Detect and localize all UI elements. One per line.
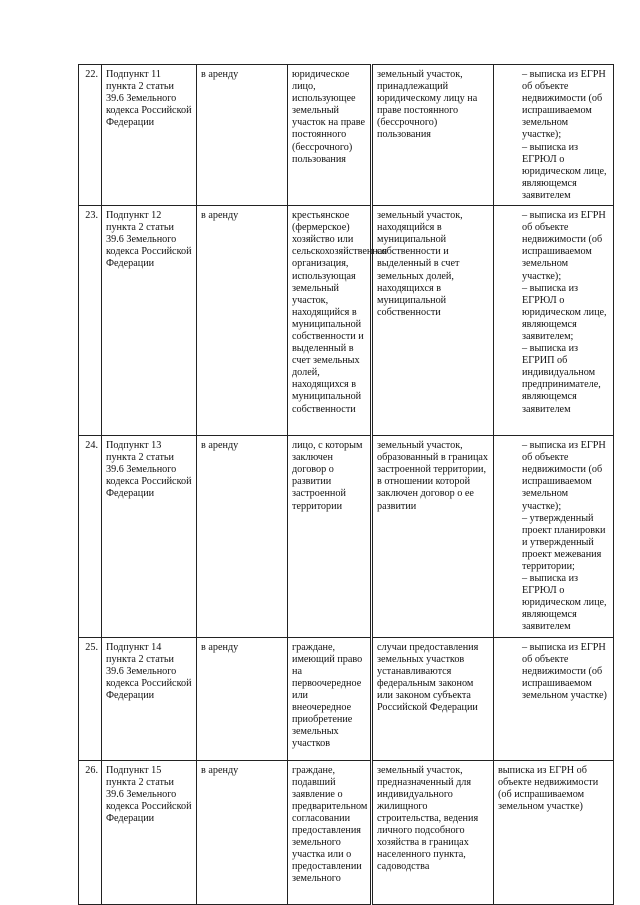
- applicant-cell: крестьянское (фермерское) хозяйство или сельскохозяйственная организация, использующая земельный участок, находящийся в муниципальной собственности и выделенный в счет земельных долей, находящихся в муниципальной собственности: [288, 206, 372, 436]
- land-plot-cell: случаи предоставления земельных участков устанавливаются федеральным законом или законом субъекта Российской Федерации: [372, 637, 494, 760]
- document-item: – утвержденный проект планировки и утвержденный проект межевания территории;: [522, 512, 606, 572]
- document-item: – выписка из ЕГРН об объекте недвижимости (об испрашиваемом земельном участке): [522, 641, 607, 701]
- provision-type-cell: в аренду: [197, 65, 288, 206]
- document-item: – выписка из ЕГРЮЛ о юридическом лице, являющемся заявителем: [522, 141, 607, 201]
- applicant-cell: граждане, имеющий право на первоочередное или внеочередное приобретение земельных участков: [288, 637, 372, 760]
- applicant-cell: лицо, с которым заключен договор о развитии застроенной территории: [288, 436, 372, 638]
- legal-basis-cell: Подпункт 11 пункта 2 статьи 39.6 Земельного кодекса Российской Федерации: [102, 65, 197, 206]
- applicant-cell: юридическое лицо, использующее земельный участок на праве постоянного (бессрочного) пользования: [288, 65, 372, 206]
- land-plot-cell: земельный участок, находящийся в муниципальной собственности и выделенный в счет земельных долей, находящихся в муниципальной собственности: [372, 206, 494, 436]
- document-item: выписка из ЕГРН об объекте недвижимости (об испрашиваемом земельном участке): [498, 764, 599, 812]
- provision-type-cell: в аренду: [197, 760, 288, 904]
- document-item: – выписка из ЕГРЮЛ о юридическом лице, являющемся заявителем: [522, 573, 607, 633]
- table-row: [79, 436, 614, 638]
- provision-type-cell: в аренду: [197, 637, 288, 760]
- table-row: [79, 637, 614, 760]
- row-number: 24.: [79, 436, 102, 638]
- document-item: – выписка из ЕГРН об объекте недвижимости (об испрашиваемом земельном участке);: [522, 69, 606, 141]
- provision-type-cell: в аренду: [197, 206, 288, 436]
- legal-basis-cell: Подпункт 15 пункта 2 статьи 39.6 Земельного кодекса Российской Федерации: [102, 760, 197, 904]
- documents-cell: [494, 65, 614, 206]
- table-row: [79, 206, 614, 436]
- row-number: 22.: [79, 65, 102, 206]
- table-row: [79, 760, 614, 904]
- legal-basis-cell: Подпункт 13 пункта 2 статьи 39.6 Земельного кодекса Российской Федерации: [102, 436, 197, 638]
- land-plot-cell: земельный участок, принадлежащий юридическому лицу на праве постоянного (бессрочного) пользования: [372, 65, 494, 206]
- legal-basis-cell: Подпункт 14 пункта 2 статьи 39.6 Земельного кодекса Российской Федерации: [102, 637, 197, 760]
- documents-cell: [494, 206, 614, 436]
- row-number: 23.: [79, 206, 102, 436]
- row-number: 25.: [79, 637, 102, 760]
- land-plot-cell: земельный участок, предназначенный для индивидуального жилищного строительства, ведения личного подсобного хозяйства в границах населенного пункта, садоводства: [372, 760, 494, 904]
- documents-cell: [494, 436, 614, 638]
- document-item: – выписка из ЕГРИП об индивидуальном предпринимателе, являющемся заявителем: [522, 343, 601, 415]
- land-plot-cell: земельный участок, образованный в границах застроенной территории, в отношении которой заключен договор о ее развитии: [372, 436, 494, 638]
- regulation-table: [78, 64, 614, 905]
- row-number: 26.: [79, 760, 102, 904]
- documents-cell: [494, 637, 614, 760]
- document-item: – выписка из ЕГРН об объекте недвижимости (об испрашиваемом земельном участке);: [522, 440, 606, 512]
- documents-cell: [494, 760, 614, 904]
- provision-type-cell: в аренду: [197, 436, 288, 638]
- document-item: – выписка из ЕГРН об объекте недвижимости (об испрашиваемом земельном участке);: [522, 210, 606, 282]
- table-row: [79, 65, 614, 206]
- legal-basis-cell: Подпункт 12 пункта 2 статьи 39.6 Земельного кодекса Российской Федерации: [102, 206, 197, 436]
- document-item: – выписка из ЕГРЮЛ о юридическом лице, являющемся заявителем;: [522, 282, 607, 342]
- applicant-cell: граждане, подавший заявление о предварительном согласовании предоставления земельного участка или о предоставлении земельного: [288, 760, 372, 904]
